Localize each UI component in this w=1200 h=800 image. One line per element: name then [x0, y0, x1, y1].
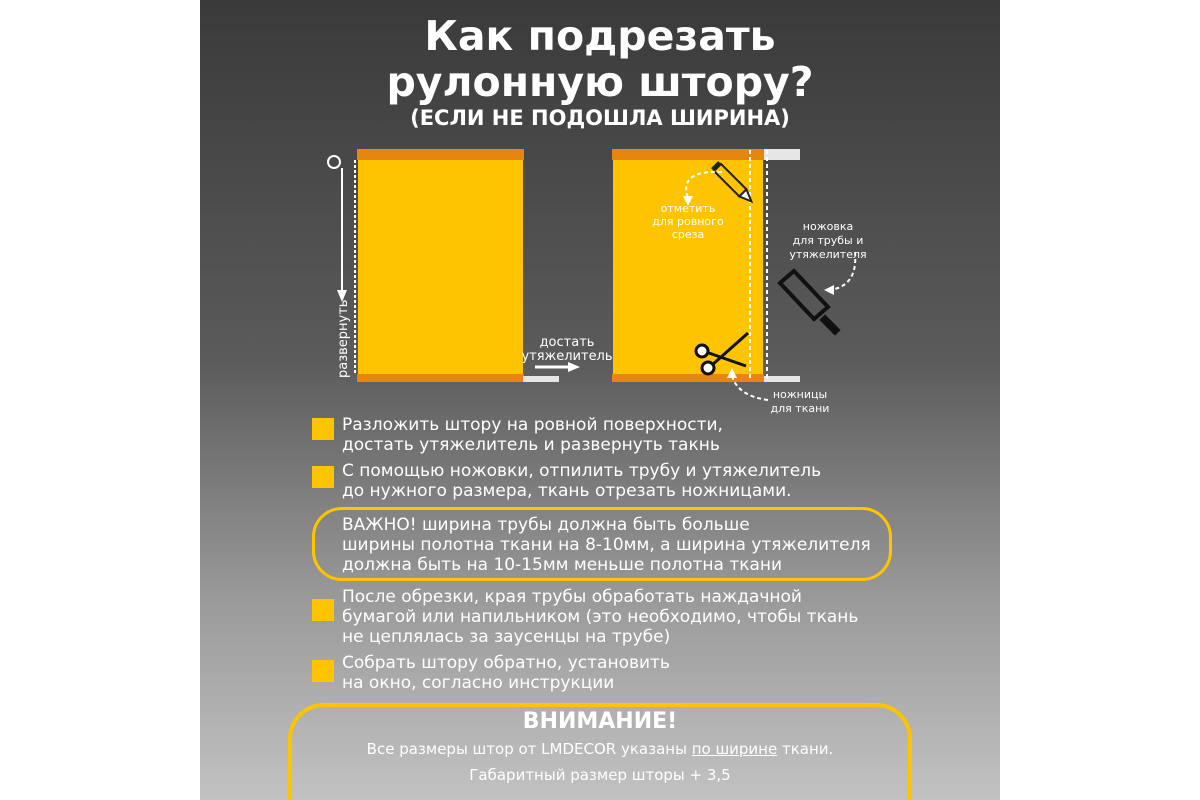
hacksaw-label-2: для трубы и: [792, 234, 864, 247]
hacksaw-label-1: ножовка: [802, 220, 854, 233]
step-4-text: [342, 653, 670, 693]
attention-line-2: Габаритный размер шторы + 3,5: [469, 766, 731, 784]
step-2-line-2: до нужного размера, ткань отрезать ножницами.: [342, 481, 792, 501]
step-4-line-1: Собрать штору обратно, установить: [342, 653, 670, 673]
remove-weight-label-2: утяжелитель: [521, 349, 613, 364]
attention-underlined: по ширине: [691, 740, 778, 758]
remove-weight-label-1: достать: [539, 335, 595, 350]
attention-heading: ВНИМАНИЕ!: [522, 709, 678, 734]
important-note-text: [342, 515, 871, 575]
step-1-line-1: Разложить штору на ровной поверхности,: [342, 415, 723, 435]
mark-label-3: среза: [671, 228, 705, 241]
hacksaw-arrow-head: [824, 285, 834, 295]
weight-offcut: [764, 376, 800, 382]
curtain-before: [328, 149, 613, 382]
mark-label-2: для ровного: [652, 215, 724, 228]
attention-line-1-after: ткани.: [777, 740, 834, 758]
attention-line-1-before: Все размеры штор от LMDECOR указаны: [366, 740, 692, 758]
weight-bar-left: [357, 374, 524, 382]
step-3-line-1: После обрезки, края трубы обработать наждачной: [342, 587, 802, 607]
poster: [200, 0, 1000, 800]
step-3-text: [342, 587, 858, 647]
scissors-label-2: для ткани: [770, 402, 830, 415]
step-4-line-2: на окно, согласно инструкции: [342, 673, 615, 693]
hacksaw-label-3: утяжелителя: [789, 248, 867, 261]
removed-weight-bar: [523, 376, 559, 382]
tube-right: [612, 149, 764, 160]
attention-line-1: [200, 740, 1000, 758]
step-2-text: [342, 461, 821, 501]
hacksaw-icon: [780, 271, 841, 336]
step-3-line-3: не цеплялась за заусенцы на трубе): [342, 627, 671, 647]
step-1-line-2: достать утяжелитель и развернуть такнь: [342, 435, 720, 455]
step-2-line-1: С помощью ножовки, отпилить трубу и утяжелитель: [342, 461, 822, 481]
curtain-after: [612, 149, 867, 415]
weight-bar-right: [612, 374, 764, 382]
mark-label-1: отметить: [660, 202, 716, 215]
tube-left: [357, 149, 524, 160]
roll-icon: [328, 156, 340, 168]
important-line-2: ширины полотна ткани на 8-10мм, а ширина утяжелителя: [342, 535, 871, 555]
important-line-3: должна быть на 10-15мм меньше полотна ткани: [342, 555, 783, 575]
step-4-bullet: [312, 660, 334, 682]
step-3-bullet: [312, 599, 334, 621]
scissors-label-1: ножницы: [772, 388, 828, 401]
tube-offcut: [764, 149, 800, 160]
title-line-2: рулонную штору?: [386, 58, 814, 106]
important-line-1: ВАЖНО! ширина трубы должна быть больше: [342, 515, 750, 535]
step-1-bullet: [312, 418, 334, 440]
step-1-text: [342, 415, 723, 455]
step-2-bullet: [312, 466, 334, 488]
title-line-1: Как подрезать: [424, 12, 776, 60]
step-3-line-2: бумагой или напильником (это необходимо, чтобы ткань: [342, 607, 859, 627]
unroll-label: развернуть: [336, 299, 351, 378]
instruction-diagram: [200, 0, 1000, 420]
subtitle: (ЕСЛИ НЕ ПОДОШЛА ШИРИНА): [410, 106, 790, 130]
fabric-left: [358, 150, 523, 380]
